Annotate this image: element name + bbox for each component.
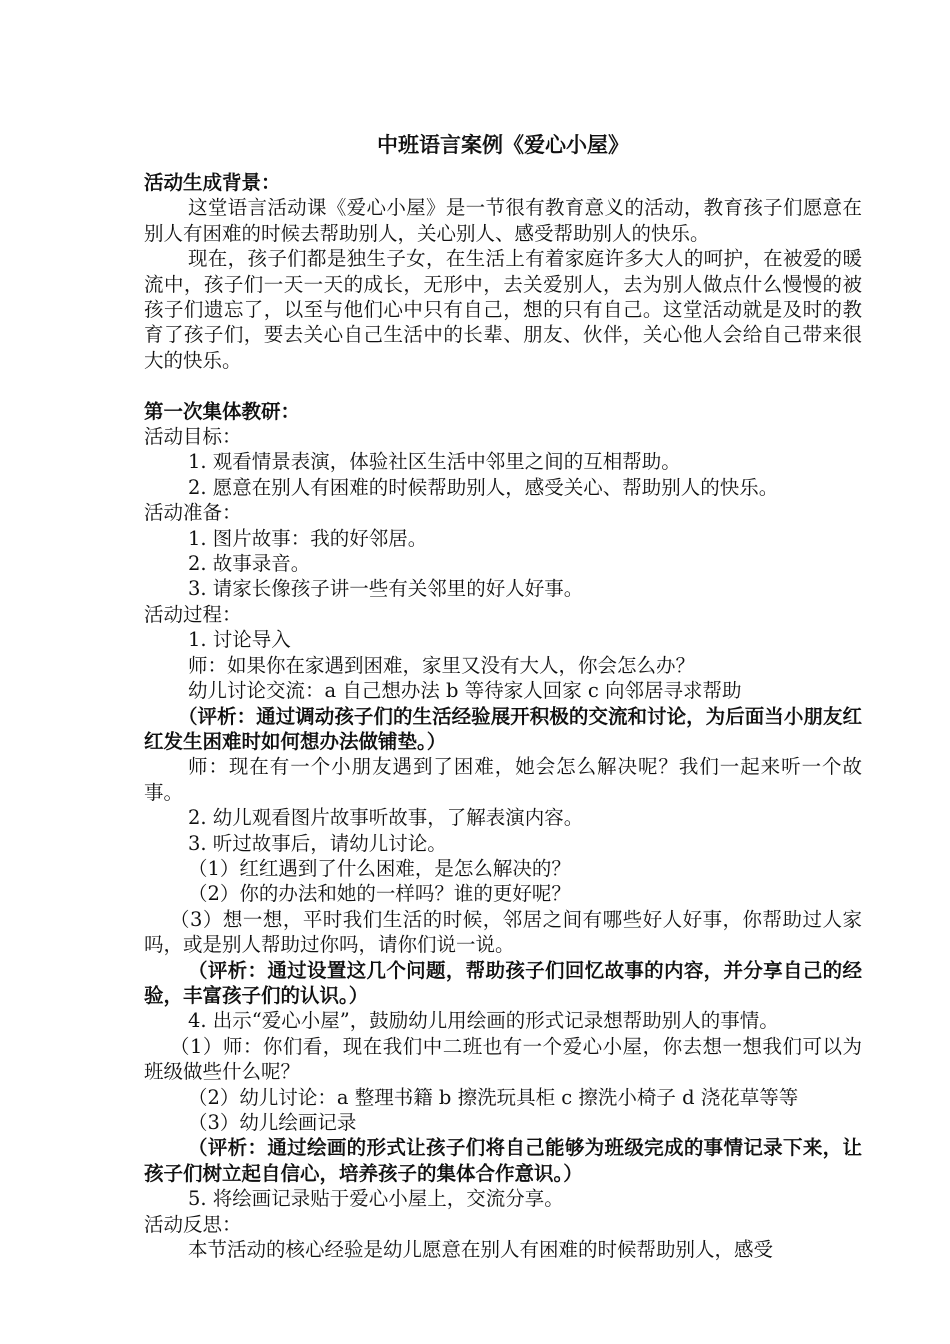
section-heading: 第一次集体教研： — [144, 399, 301, 423]
paragraph: （评析：通过绘画的形式让孩子们将自己能够为班级完成的事情记录下来，让孩子们树立起自信心，培养孩子的集体合作意识。） — [144, 1136, 862, 1185]
paragraph: 1. 图片故事：我的好邻居。 — [188, 526, 428, 550]
paragraph: 2. 故事录音。 — [188, 552, 311, 576]
document-body — [144, 170, 862, 1262]
paragraph: （评析：通过调动孩子们的生活经验展开积极的交流和讨论，为后面当小朋友红红发生困难时如何想办法做铺垫。） — [144, 704, 862, 753]
paragraph: （评析：通过设置这几个问题，帮助孩子们回忆故事的内容，并分享自己的经验，丰富孩子们的认识。） — [144, 958, 862, 1007]
paragraph: （1）师：你们看，现在我们中二班也有一个爱心小屋，你去想一想我们可以为班级做些什么呢？ — [144, 1034, 862, 1084]
paragraph: 1. 观看情景表演，体验社区生活中邻里之间的互相帮助。 — [188, 450, 681, 474]
paragraph: 活动反思： — [144, 1212, 242, 1236]
paragraph: 本节活动的核心经验是幼儿愿意在别人有困难的时候帮助别人，感受 — [188, 1238, 774, 1262]
paragraph: 4. 出示“爱心小屋”，鼓励幼儿用绘画的形式记录想帮助别人的事情。 — [188, 1009, 779, 1033]
section-heading: 活动生成背景： — [144, 171, 281, 194]
paragraph: 3. 听过故事后，请幼儿讨论。 — [188, 831, 447, 855]
paragraph: 2. 愿意在别人有困难的时候帮助别人，感受关心、帮助别人的快乐。 — [188, 475, 779, 499]
paragraph: 现在，孩子们都是独生子女，在生活上有着家庭许多大人的呵护，在被爱的暖流中，孩子们一天一天的成长，无形中，去关爱别人，去为别人做点什么慢慢的被孩子们遗忘了，以至与他们心中只有自己，想的只有自己。这堂活动就是及时的教育了孩子们，要去关心自己生活中的长辈、朋友、伙伴，关心他人会给自己带来很大的快乐。 — [144, 247, 862, 372]
paragraph: 1. 讨论导入 — [188, 628, 291, 652]
blank-line — [144, 373, 862, 398]
paragraph: 活动目标： — [144, 425, 242, 449]
paragraph: 师：如果你在家遇到困难，家里又没有大人，你会怎么办？ — [188, 653, 696, 677]
paragraph: （1）红红遇到了什么困难，是怎么解决的？ — [188, 856, 571, 880]
document-title: 中班语言案例《爱心小屋》 — [377, 133, 629, 157]
paragraph: 3. 请家长像孩子讲一些有关邻里的好人好事。 — [188, 577, 584, 601]
paragraph: 2. 幼儿观看图片故事听故事，了解表演内容。 — [188, 806, 584, 830]
paragraph: 幼儿讨论交流：a 自己想办法 b 等待家人回家 c 向邻居寻求帮助 — [188, 679, 742, 703]
paragraph: 师：现在有一个小朋友遇到了困难，她会怎么解决呢？我们一起来听一个故事。 — [144, 755, 862, 804]
paragraph: 活动过程： — [144, 602, 242, 626]
paragraph: 这堂语言活动课《爱心小屋》是一节很有教育意义的活动，教育孩子们愿意在别人有困难的时候去帮助别人，关心别人、感受帮助别人的快乐。 — [144, 196, 862, 245]
paragraph: （3）想一想，平时我们生活的时候，邻居之间有哪些好人好事，你帮助过人家吗，或是别人帮助过你吗，请你们说一说。 — [144, 907, 862, 957]
paragraph: 5. 将绘画记录贴于爱心小屋上，交流分享。 — [188, 1187, 564, 1211]
paragraph: （3）幼儿绘画记录 — [188, 1111, 357, 1135]
document-page — [144, 128, 862, 1262]
paragraph: （2）幼儿讨论：a 整理书籍 b 擦洗玩具柜 c 擦洗小椅子 d 浇花草等等 — [188, 1085, 799, 1109]
paragraph: 活动准备： — [144, 501, 242, 525]
paragraph: （2）你的办法和她的一样吗？谁的更好呢？ — [188, 882, 571, 906]
